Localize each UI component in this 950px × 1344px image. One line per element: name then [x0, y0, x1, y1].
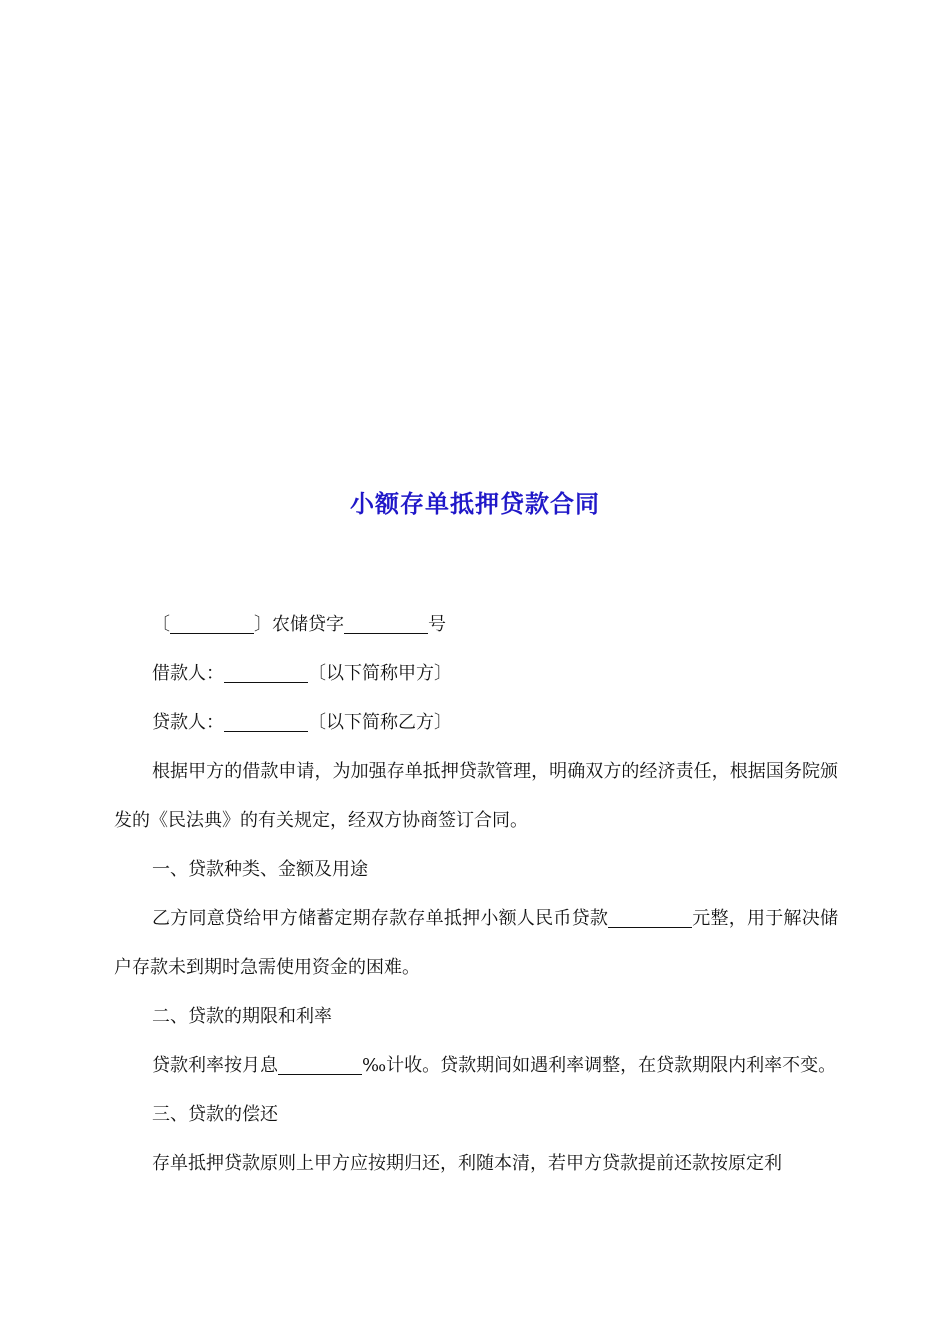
text-segment: 借款人： — [152, 663, 224, 684]
text-segment: 二、贷款的期限和利率 — [152, 1006, 332, 1027]
text-segment: 一、贷款种类、金额及用途 — [152, 859, 368, 880]
text-segment: 贷款利率按月息 — [152, 1055, 278, 1076]
interest-rate-paragraph — [114, 1041, 838, 1090]
fill-in-blank — [344, 615, 428, 634]
fill-in-blank — [608, 909, 692, 928]
borrower-line — [114, 649, 838, 698]
text-segment: 存单抵押贷款原则上甲方应按期归还，利随本清，若甲方贷款提前还款按原定利 — [152, 1153, 782, 1174]
loan-amount-paragraph — [114, 894, 838, 992]
contract-number-line — [114, 600, 838, 649]
section-heading-1 — [114, 845, 838, 894]
text-segment: 根据甲方的借款申请，为加强存单抵押贷款管理，明确双方的经济责任，根据国务院颁发的《民法典》的有关规定，经双方协商签订合同。 — [114, 761, 838, 831]
document-title: 小额存单抵押贷款合同 — [350, 489, 600, 518]
text-segment: 〔 — [152, 614, 170, 635]
text-segment: 贷款人： — [152, 712, 224, 733]
document-body — [114, 600, 838, 1188]
lender-line — [114, 698, 838, 747]
preamble-paragraph — [114, 747, 838, 845]
text-segment: 〔以下简称乙方〕 — [308, 712, 452, 733]
text-segment: 三、贷款的偿还 — [152, 1104, 278, 1125]
fill-in-blank — [278, 1056, 362, 1075]
text-segment: 号 — [428, 614, 446, 635]
fill-in-blank — [170, 615, 254, 634]
fill-in-blank — [224, 713, 308, 732]
fill-in-blank — [224, 664, 308, 683]
text-segment: 〕农储贷字 — [254, 614, 344, 635]
repayment-paragraph — [114, 1139, 838, 1188]
section-heading-3 — [114, 1090, 838, 1139]
text-segment: 乙方同意贷给甲方储蓄定期存款存单抵押小额人民币贷款 — [152, 908, 609, 929]
text-segment: 〔以下简称甲方〕 — [308, 663, 452, 684]
text-segment: ‰计收。贷款期间如遇利率调整，在贷款期限内利率不变。 — [362, 1055, 837, 1076]
text-segment: 元整，用于解决储户存款未到期时急需使用资金的困难。 — [114, 908, 839, 978]
section-heading-2 — [114, 992, 838, 1041]
